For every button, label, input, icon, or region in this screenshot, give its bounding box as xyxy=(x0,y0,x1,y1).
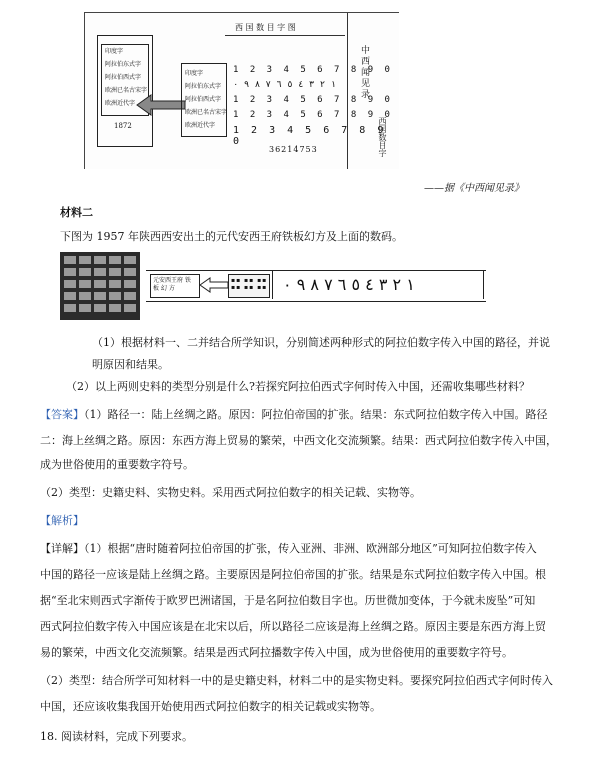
mid-line: 印度字 xyxy=(185,70,204,77)
source-citation: ——据《中西闻见录》 xyxy=(424,183,524,194)
numeral: ٦ xyxy=(337,275,347,294)
detail-tag: 【详解】 xyxy=(40,542,84,555)
left-year: 1872 xyxy=(114,122,132,130)
mid-box xyxy=(181,63,227,137)
analysis-line7: 中国，还应该收集我国开始使用西式阿拉伯数字的相关记载或实物等。 xyxy=(40,700,381,713)
label-box-text: 元安西王府 铁 板 幻 方 xyxy=(153,277,191,292)
question-1-line1: （1）根据材料一、二并结合所学知识，分别简述两种形式的阿拉伯数字传入中国的路径，并说 xyxy=(92,336,550,349)
analysis-text: （1）根据“唐时随着阿拉伯帝国的扩张，传入亚洲、非洲、欧洲部分地区”可知阿拉伯数字传入 xyxy=(84,542,537,555)
mid-line: 阿拉伯东式字 xyxy=(185,83,222,90)
left-line: 阿拉伯西式字 xyxy=(105,74,142,81)
sample-number: 36214753 xyxy=(269,145,318,154)
right-spine-title: 中西闻见录 xyxy=(359,45,369,100)
numeral: ٥ xyxy=(351,275,361,294)
question-2: （2）以上两则史料的类型分别是什么?若探究阿拉伯西式字何时传入中国，还需收集哪些材料？ xyxy=(66,380,530,393)
numeral-row: 1 2 3 4 5 6 7 8 9 0 xyxy=(233,125,387,147)
question-1-line2: 明原因和结果。 xyxy=(92,358,169,371)
numeral: ١ xyxy=(406,275,415,294)
numeral: ٤ xyxy=(365,275,374,294)
numeral-row: 1 2 3 4 5 6 7 8 9 0 xyxy=(233,65,393,75)
mid-line: 欧洲近代字 xyxy=(185,122,216,129)
analysis-line2: 中国的路径一应该是陆上丝绸之路。主要原因是阿拉伯帝国的扩张。结果是东式阿拉伯数字传入中国。根 xyxy=(40,568,546,581)
arrow-left-icon xyxy=(198,276,230,294)
divider xyxy=(225,35,345,36)
book-label: 西 国 数 目 字 图 xyxy=(235,23,296,32)
mid-line: 阿拉伯西式字 xyxy=(185,96,222,103)
left-page-box xyxy=(97,35,153,147)
left-line: 印度字 xyxy=(105,48,124,55)
numeral-row: 1 2 3 4 5 6 7 8 9 0 xyxy=(233,110,393,120)
left-line: 欧洲已名古宋字 xyxy=(105,87,148,94)
analysis-line6: （2）类型：结合所学可知材料一中的是史籍史料，材料二中的是实物史料。要探究阿拉伯西式字何时传入 xyxy=(40,674,553,687)
figure-book-scan xyxy=(84,12,399,169)
right-spine-subtitle: 西国数目字 xyxy=(378,117,387,157)
right-spine-divider xyxy=(347,13,348,169)
answer-line1 xyxy=(40,408,548,422)
numeral-row: ١ ٢ ٣ ٤ ٥ ٦ ٧ ٨ ٩ ٠ xyxy=(233,80,337,90)
answer-tag: 【答案】 xyxy=(40,408,84,421)
left-line: 阿拉伯东式字 xyxy=(105,61,142,68)
answer-line4: （2）类型：史籍史料、实物史料。采用西式阿拉伯数字的相关记载、实物等。 xyxy=(40,486,421,499)
analysis-line4: 西式阿拉伯数字传入中国应该是在北宋以后，所以路径二应该是海上丝绸之路。原因主要是东西方海上贸 xyxy=(40,620,546,633)
mid-line: 欧洲已名古宋字 xyxy=(185,109,228,116)
analysis-line1 xyxy=(40,542,537,556)
left-line: 欧洲近代字 xyxy=(105,100,136,107)
iron-plate-image xyxy=(60,252,140,320)
arrow-left-icon xyxy=(135,93,187,117)
analysis-line5: 易的繁荣，中西文化交流频繁。结果是西式阿拉播数字传入中国，成为世俗使用的重要数字符号。 xyxy=(40,646,513,659)
material2-intro: 下图为 1957 年陕西西安出土的元代安西王府铁板幻方及上面的数码。 xyxy=(60,230,403,243)
label-box xyxy=(150,274,200,298)
numeral: ٣ xyxy=(378,275,388,294)
mini-plate-box: ▪▪ ▪▪ ▪▪ ▪▪ ▪▪ ▪▪ xyxy=(228,274,270,298)
numeral: ٠ xyxy=(283,275,292,294)
numeral: ٨ xyxy=(310,275,319,294)
numeral-row: 1 2 3 4 5 6 7 8 9 0 xyxy=(233,95,393,105)
analysis-tag: 【解析】 xyxy=(40,514,84,527)
numerals-box xyxy=(272,271,484,299)
answer-text: （1）路径一：陆上丝绸之路。原因：阿拉伯帝国的扩张。结果：东式阿拉伯数字传入中国。路径 xyxy=(84,408,548,421)
next-question: 18. 阅读材料，完成下列要求。 xyxy=(40,730,193,743)
answer-line2: 二：海上丝绸之路。原因：东西方海上贸易的繁荣，中西文化交流频繁。结果：西式阿拉伯数字传入中国， xyxy=(40,434,557,447)
answer-line3: 成为世俗使用的重要数字符号。 xyxy=(40,458,194,471)
numeral: ٧ xyxy=(324,275,333,294)
numeral: ٢ xyxy=(392,275,402,294)
numeral: ٩ xyxy=(296,275,306,294)
material2-heading: 材料二 xyxy=(60,206,93,219)
analysis-line3: 据“至北宋则西式字渐传于欧罗巴洲诸国，于是名阿拉伯数目字也。历世微加变体，于今就未废坠”可知 xyxy=(40,594,536,607)
